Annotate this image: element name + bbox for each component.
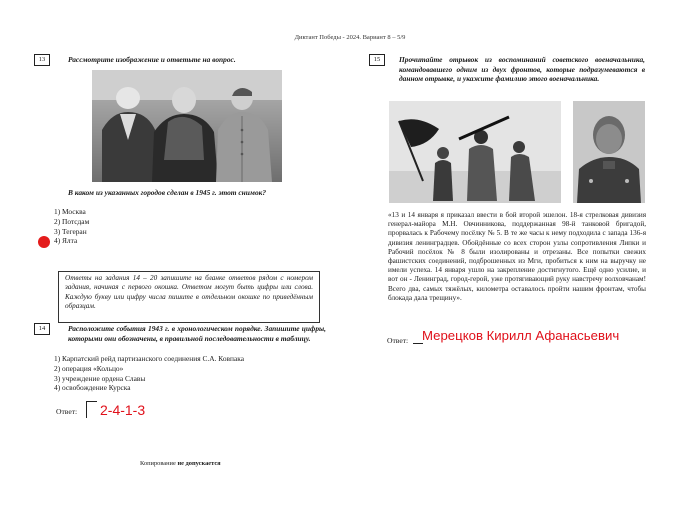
option-1[interactable]: 1) Москва: [54, 207, 86, 216]
question-13-text: В каком из указанных городов сделан в 1945 г. этот снимок?: [68, 188, 267, 197]
option-2[interactable]: 2) Потсдам: [54, 216, 90, 226]
option-3[interactable]: 3) Тегеран: [54, 226, 87, 236]
question-number-13: 13: [34, 54, 50, 66]
page-header: Диктант Победы - 2024. Вариант 8 – 5/9: [294, 34, 406, 41]
answer-15-value[interactable]: Мерецков Кирилл Афанасьевич: [422, 328, 620, 343]
answer-15-line: [413, 343, 423, 344]
instruction-note: Ответы на задания 14 – 20 запишите на бланке ответов рядом с номером задания, начиная с первого окошка. Ответом могут быть цифры или слова. Каждую букву или цифру числа пишите в отдельном окошке по приведённым образцам.: [58, 271, 320, 323]
event-2: 2) операция «Кольцо»: [54, 363, 124, 373]
question-number-15: 15: [369, 54, 385, 66]
yalta-conference-photo: [92, 70, 282, 182]
question-14-title: Расположите события 1943 г. в хронологическом порядке. Запишите цифры, которыми они обозначены, в правильной последовательности в таблицу.: [68, 324, 326, 343]
event-3: 3) учреждение ордена Славы: [54, 373, 146, 383]
general-portrait-photo: [573, 101, 645, 203]
selected-answer-marker: [38, 236, 50, 248]
answer-14-value[interactable]: 2-4-1-3: [100, 402, 146, 418]
memoir-quote: «13 и 14 января я приказал ввести в бой второй эшелон. 18-я стрелковая дивизия генерал-майора М.Н. Овчинникова, поддержанная 98-й танковой бригадой, прорвалась к Рабочему посёлку № 5. В те же часы к нему подходила с запада 136-я дивизия ленинградцев. Обойдённые со всех сторон узлы сопротивления Липки и Рабочий посёлок № 8 были изолированы и отрезаны. Все попытки свежих фашистских соединений, подброшенных из Мги, пробиться к ним на выручку не имели успеха. 14 января ушло на закрепление достигнутого. Ещё одно усилие, и вот он - Ленинград, город-герой, уже протягивающий руку навстречу волховчанам! Всего два, самых тяжёлых, километра оставалось пройти нашим фронтам, чтобы блокада дала трещину».: [388, 211, 646, 302]
question-15-title: Прочитайте отрывок из воспоминаний советского военачальника, командовавшего одним из двух фронтов, которые подразумеваются в данном отрывке, и укажите фамилию этого военачальника.: [399, 55, 645, 84]
question-13-title: Рассмотрите изображение и ответьте на вопрос.: [68, 55, 236, 64]
footer-prefix: Копирование: [140, 460, 176, 467]
footer-bold: не допускается: [177, 460, 221, 467]
question-14-options: [54, 354, 314, 393]
answer-14-box[interactable]: [86, 401, 97, 418]
question-13-options: [54, 207, 254, 246]
event-4: 4) освобождение Курска: [54, 383, 131, 393]
soldiers-battle-photo: [389, 101, 561, 203]
answer-15-label: Ответ:: [387, 336, 409, 345]
option-4[interactable]: 4) Ялта: [54, 236, 78, 246]
answer-14-label: Ответ:: [56, 407, 78, 416]
footer-copyright: [140, 460, 221, 467]
question-number-14: 14: [34, 323, 50, 335]
event-1: 1) Карпатский рейд партизанского соединения С.А. Ковпака: [54, 354, 245, 363]
